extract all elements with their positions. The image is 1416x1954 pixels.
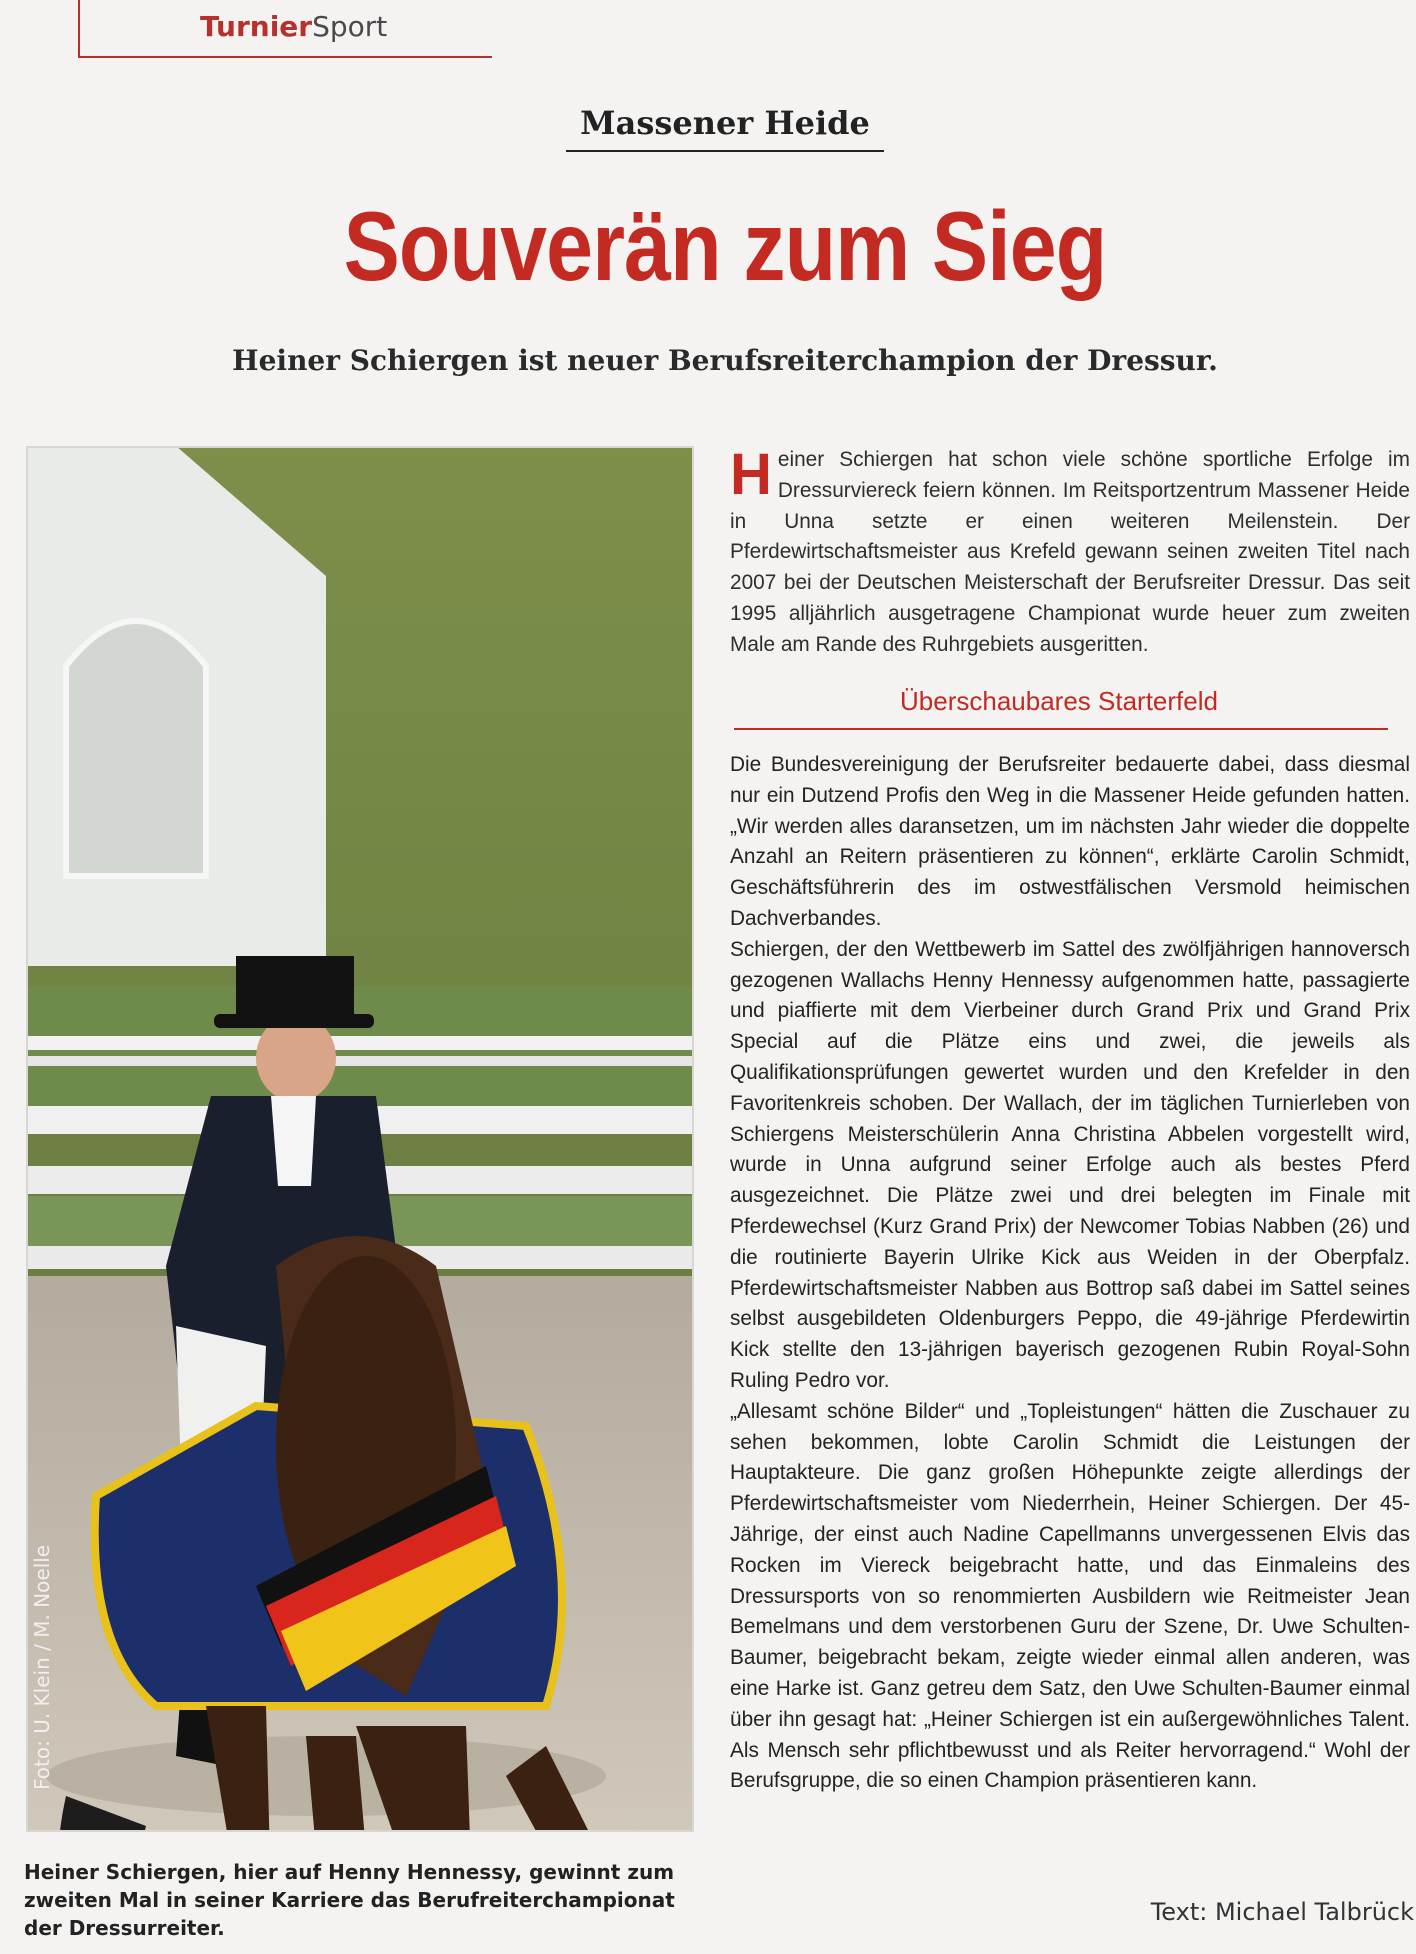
body-paragraph: Schiergen, der den Wettbewerb im Sattel des zwölfjährigen hannoversch gezogenen Wallachs Henny Hennessy aufgenommen hatte, passagierte und piaffierte mit dem Vierbeiner durch Grand Prix und Grand Prix Special auf die Plätze eins und zwei, die jeweils als Qualifikationsprüfungen gewertet wurden und den Krefelder in den Favoritenkreis schoben. Der Wallach, der im täglichen Turnierleben von Schiergens Meisterschülerin Anna Christina Abbelen vorgestellt wird, wurde in Unna aufgrund seiner Erfolge auch als bestes Pferd ausgezeichnet. Die Plätze zwei und drei belegten im Finale mit Pferdewechsel (Kurz Grand Prix) der Newcomer Tobias Nabben (26) und die routinierte Bayerin Ulrike Kick aus Weiden in der Oberpfalz. Pferdewirtschaftsmeister Nabben aus Bottrop saß dabei im Sattel seines selbst ausgebildeten Oldenburgers Peppo, die 49-jährige Pferdewirtin Kick stellte den 13-jährigen bayerisch gezogenen Rubin Royal-Sohn Ruling Pedro vor. bbox=[730, 937, 1410, 1392]
kicker-rule bbox=[566, 150, 884, 152]
body-paragraph: „Allesamt schöne Bilder“ und „Topleistungen“ hätten die Zuschauer zu sehen bekommen, lobte Carolin Schmidt die Leistungen der Hauptakteure. Die ganz großen Höhepunkte zeigte allerdings der Pferdewirtschaftsmeister vom Niederrhein, Heiner Schiergen. Der 45-Jährige, der einst auch Nadine Capellmanns unvergessenen Elvis das Rocken im Viereck beigebracht hatte, und das Einmaleins des Dressursports von so renommierten Ausbildern wie Reitmeister Jean Bemelmans und dem verstorbenen Guru der Szene, Dr. Uwe Schulten-Baumer, beigebracht bekam, zeigte wieder einmal allen anderen, was eine Harke ist. Ganz getreu dem Satz, den Uwe Schulten-Baumer einmal über ihn gesagt hat: „Heiner Schiergen ist ein außergewöhnliches Talent. Als Mensch sehr pflichtbewusst und als Reiter hervorragend.“ Wohl der Berufsgruppe, die so einen Champion präsentieren kann. bbox=[730, 1399, 1410, 1793]
intro-text: einer Schiergen hat schon viele schöne sportliche Erfolge im Dressurviereck feiern können. Im Reitsportzentrum Massener Heide in Unna setzte er einen weiteren Meilenstein. Der Pferdewirtschaftsmeister aus Krefeld gewann seinen zweiten Titel nach 2007 bei der Deutschen Meisterschaft der Berufsreiter Dressur. Das seit 1995 alljährlich ausgetragene Championat wurde heuer zum zweiten Male am Rande des Ruhrgebiets ausgeritten. bbox=[730, 448, 1410, 656]
article-author: Text: Michael Talbrück bbox=[1150, 1898, 1414, 1926]
photo-caption: Heiner Schiergen, hier auf Henny Hennessy, gewinnt zum zweiten Mal in seiner Karriere das Berufreiterchampionat der Dressurreiter. bbox=[24, 1860, 675, 1940]
article-photo bbox=[26, 446, 694, 1832]
article-subhead: Überschaubares Starterfeld bbox=[900, 686, 1218, 716]
subhead-rule bbox=[734, 728, 1388, 730]
article-subline: Heiner Schiergen ist neuer Berufsreiterchampion der Dressur. bbox=[232, 344, 1218, 377]
article-intro bbox=[730, 442, 1410, 661]
drop-cap: H bbox=[730, 442, 772, 507]
article-headline: Souverän zum Sieg bbox=[343, 191, 1107, 301]
rider-horse-illustration bbox=[26, 446, 694, 1832]
photo-credit: Foto: U. Klein / M. Noelle bbox=[30, 1544, 54, 1790]
body-paragraph: Die Bundesvereinigung der Berufsreiter bedauerte dabei, dass diesmal nur ein Dutzend Profis den Weg in die Massener Heide gefunden hatten. „Wir werden alles daransetzen, um im nächsten Jahr wieder die doppelte Anzahl an Reitern präsentieren zu können“, erklärte Carolin Schmidt, Geschäftsführerin des im ostwestfälischen Versmold heimischen Dachverbandes. bbox=[730, 753, 1410, 930]
article-kicker: Massener Heide bbox=[580, 104, 870, 142]
section-label: TurnierSport bbox=[200, 10, 388, 43]
article-body bbox=[730, 750, 1410, 1797]
